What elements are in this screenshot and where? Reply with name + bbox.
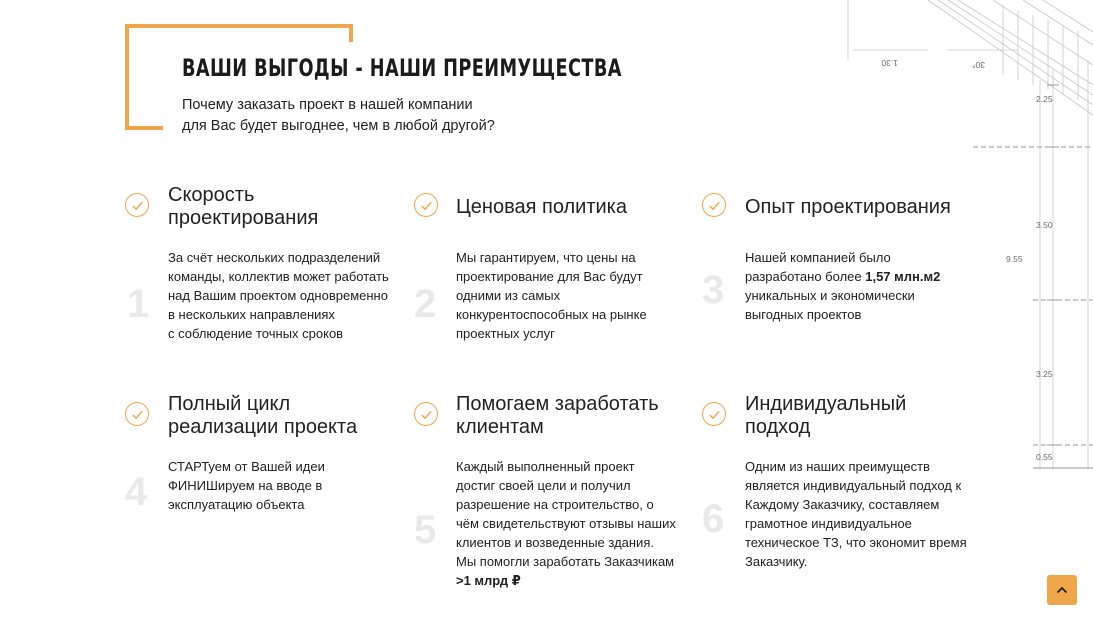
card-title (456, 196, 627, 219)
blueprint-label: 1.30 (881, 58, 898, 68)
highlight-value: 1,57 млн.м2 (865, 269, 941, 284)
card-title-line: Помогаем заработать (456, 393, 659, 415)
check-icon (125, 402, 149, 426)
card-text-line: является индивидуальный подход к (745, 478, 962, 493)
page-subtitle (182, 95, 512, 137)
check-icon (702, 193, 726, 217)
card-text-line: команды, коллектив может работать (168, 269, 389, 284)
highlight-value: >1 млрд ₽ (456, 573, 521, 588)
card-number: 4 (125, 470, 148, 514)
card-description (168, 457, 403, 514)
card-title-line: Ценовая политика (456, 196, 627, 218)
card-description (456, 248, 691, 343)
card-text-line: За счёт нескольких подразделений (168, 250, 381, 265)
check-icon (125, 193, 149, 217)
card-text-line: проектных услуг (456, 326, 555, 341)
card-text-line: ФИНИШируем на вводе в (168, 478, 323, 493)
card-description (168, 248, 403, 343)
card-text-line: Каждый выполненный проект (456, 459, 635, 474)
card-number: 5 (414, 508, 437, 552)
chevron-up-icon (1055, 583, 1069, 597)
card-title (745, 393, 906, 439)
card-title-line: Индивидуальный (745, 393, 907, 415)
card-text-line: разрешение на строительство, о (456, 497, 654, 512)
subtitle-line: Почему заказать проект в нашей компании (182, 97, 473, 113)
card-text-line: Мы гарантируем, что цены на (456, 250, 636, 265)
card-text-line: проектирование для Вас будут (456, 269, 643, 284)
check-icon (414, 193, 438, 217)
card-text-line: Одним из наших преимуществ (745, 459, 930, 474)
card-text-line: Заказчику. (745, 554, 808, 569)
card-title-line: подход (745, 416, 811, 438)
check-icon (414, 402, 438, 426)
card-text-line: эксплуатацию объекта (168, 497, 305, 512)
card-text-line: в нескольких направлениях (168, 307, 335, 322)
subtitle-line: для Вас будет выгоднее, чем в любой другой? (182, 118, 495, 134)
card-title-line: реализации проекта (168, 416, 358, 438)
card-text-line: конкурентоспособных на рынке (456, 307, 647, 322)
check-icon (702, 402, 726, 426)
blueprint-label: 9.55 (1006, 254, 1023, 264)
card-title-line: Опыт проектирования (745, 196, 951, 218)
card-text-line: грамотное индивидуальное (745, 516, 912, 531)
blueprint-label: 30° (972, 60, 985, 70)
blueprint-label: 2.25 (1036, 94, 1053, 104)
card-text-line: техническое ТЗ, что экономит время (745, 535, 967, 550)
card-description (745, 248, 980, 324)
card-text-line: Нашей компанией было (745, 250, 891, 265)
card-text-line: над Вашим проектом одновременно (168, 288, 388, 303)
card-number: 1 (127, 282, 150, 326)
page-title: ВАШИ ВЫГОДЫ - НАШИ ПРЕИМУЩЕСТВА (182, 54, 622, 82)
blueprint-label: 3.25 (1036, 369, 1053, 379)
card-text-line: клиентов и возведенные здания. (456, 535, 654, 550)
card-text-line: чём свидетельствуют отзывы наших (456, 516, 676, 531)
card-title (745, 196, 951, 219)
card-text-line (456, 571, 696, 590)
card-text-fragment: разработано более (745, 269, 866, 284)
card-description (456, 457, 696, 590)
scroll-to-top-button[interactable] (1047, 575, 1077, 605)
card-text-line: с соблюдение точных сроков (168, 326, 344, 341)
card-text-line: СТАРТуем от Вашей идеи (168, 459, 325, 474)
card-title (168, 393, 357, 439)
card-title-line: Скорость (168, 184, 255, 206)
card-number: 2 (414, 282, 437, 326)
card-title-line: проектирования (168, 207, 319, 229)
card-number: 6 (702, 497, 725, 541)
card-title-line: Полный цикл (168, 393, 291, 415)
card-text-line: уникальных и экономически (745, 288, 915, 303)
card-text-line: Мы помогли заработать Заказчикам (456, 554, 675, 569)
blueprint-label: 3.50 (1036, 220, 1053, 230)
card-text-line (745, 267, 980, 286)
card-description (745, 457, 985, 571)
card-title (168, 184, 318, 230)
card-title-line: клиентам (456, 416, 544, 438)
blueprint-label: 0.55 (1036, 452, 1053, 462)
card-title (456, 393, 659, 439)
card-text-line: выгодных проектов (745, 307, 862, 322)
card-text-line: одними из самых (456, 288, 561, 303)
card-text-line: Каждому Заказчику, составляем (745, 497, 940, 512)
card-text-line: достиг своей цели и получил (456, 478, 631, 493)
card-number: 3 (702, 268, 725, 312)
